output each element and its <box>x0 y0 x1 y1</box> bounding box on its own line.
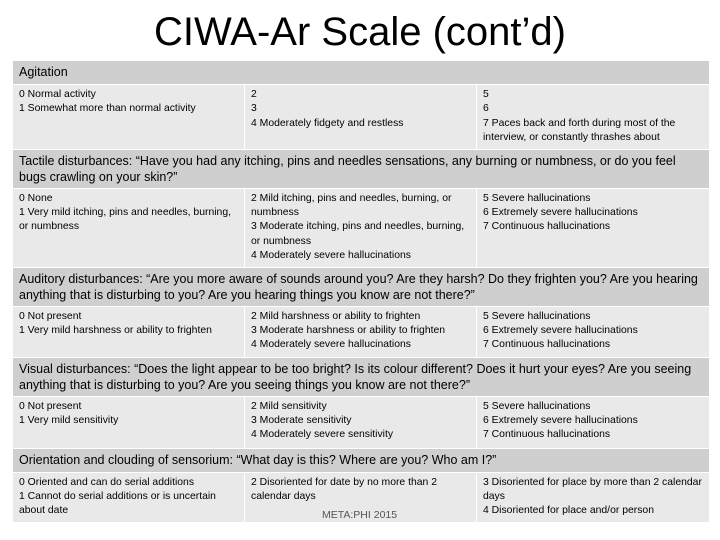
score-line: 7 Continuous hallucinations <box>483 221 611 233</box>
slide-title: CIWA-Ar Scale (cont’d) <box>154 10 566 54</box>
score-line: 7 Paces back and forth during most of the interview, or constantly thrashes about <box>483 117 676 144</box>
score-line: 4 Disoriented for place and/or person <box>483 505 654 517</box>
score-line: 3 <box>251 103 257 115</box>
section-cell <box>477 306 710 357</box>
section-cell <box>477 396 710 448</box>
section-cell <box>477 85 710 150</box>
score-line: 0 Not present <box>19 310 82 322</box>
footer-source: META:PHI 2015 <box>322 509 398 521</box>
section-cell <box>13 85 245 150</box>
section-cell <box>13 396 245 448</box>
score-line: 2 Mild harshness or ability to frighten <box>251 310 421 322</box>
section-cell <box>245 188 477 267</box>
section-cell <box>477 188 710 267</box>
score-line: 5 Severe hallucinations <box>483 310 591 322</box>
score-line: 6 Extremely severe hallucinations <box>483 415 638 427</box>
score-line: 1 Cannot do serial additions or is uncertain about date <box>19 491 216 517</box>
section-header-orientation: Orientation and clouding of sensorium: “What day is this? Where are you? Who am I?” <box>13 448 710 472</box>
score-line: 3 Moderate itching, pins and needles, burning, or numbness <box>251 221 465 247</box>
score-line: 0 Normal activity <box>19 89 96 100</box>
score-line: 1 Very mild itching, pins and needles, burning, or numbness <box>19 207 231 233</box>
score-line: 4 Moderately severe hallucinations <box>251 250 411 262</box>
score-line: 3 Moderate harshness or ability to frighten <box>251 325 446 337</box>
score-line: 1 Somewhat more than normal activity <box>19 103 196 115</box>
section-cell <box>245 85 477 150</box>
section-header-visual: Visual disturbances: “Does the light appear to be too bright? Is its colour different? Does it hurt your eyes? Are you seeing anything that is disturbing to you? Are you seeing things you know are not there?” <box>13 357 710 396</box>
score-line: 7 Continuous hallucinations <box>483 429 611 441</box>
score-line: 5 <box>483 89 489 100</box>
section-cell <box>245 306 477 357</box>
score-line: 5 Severe hallucinations <box>483 192 591 204</box>
section-header-auditory: Auditory disturbances: “Are you more aware of sounds around you? Are they harsh? Do they frighten you? Are you hearing anything that is disturbing to you? Are you hearing things you know are not there?” <box>13 267 710 306</box>
score-line: 1 Very mild harshness or ability to frighten <box>19 325 212 337</box>
score-line: 3 Moderate sensitivity <box>251 415 352 427</box>
score-line: 6 Extremely severe hallucinations <box>483 207 638 219</box>
score-line: 2 Mild sensitivity <box>251 400 327 412</box>
score-line: 6 <box>483 103 489 115</box>
score-line: 2 Mild itching, pins and needles, burning, or numbness <box>251 192 452 219</box>
score-line: 6 Extremely severe hallucinations <box>483 325 638 337</box>
score-line: 5 Severe hallucinations <box>483 400 591 412</box>
section-cell <box>477 472 710 522</box>
score-line: 1 Very mild sensitivity <box>19 415 119 427</box>
ciwa-table <box>12 60 710 523</box>
score-line: 3 Disoriented for place by more than 2 calendar days <box>483 476 702 503</box>
score-line: 0 Not present <box>19 400 82 412</box>
section-header-tactile: Tactile disturbances: “Have you had any itching, pins and needles sensations, any burning or numbness, or do you feel bugs crawling on your skin?” <box>13 149 710 188</box>
score-line: 4 Moderately severe hallucinations <box>251 339 411 351</box>
score-line: 4 Moderately severe sensitivity <box>251 429 394 441</box>
section-cell <box>13 188 245 267</box>
section-cell <box>13 306 245 357</box>
score-line: 0 None <box>19 192 53 204</box>
section-header-agitation: Agitation <box>13 61 710 85</box>
section-cell <box>13 472 245 522</box>
score-line: 2 <box>251 89 257 100</box>
section-cell <box>245 396 477 448</box>
score-line: 0 Oriented and can do serial additions <box>19 476 195 488</box>
score-line: 4 Moderately fidgety and restless <box>251 117 404 129</box>
score-line: 2 Disoriented for date by no more than 2 calendar days <box>251 476 437 503</box>
score-line: 7 Continuous hallucinations <box>483 339 611 351</box>
